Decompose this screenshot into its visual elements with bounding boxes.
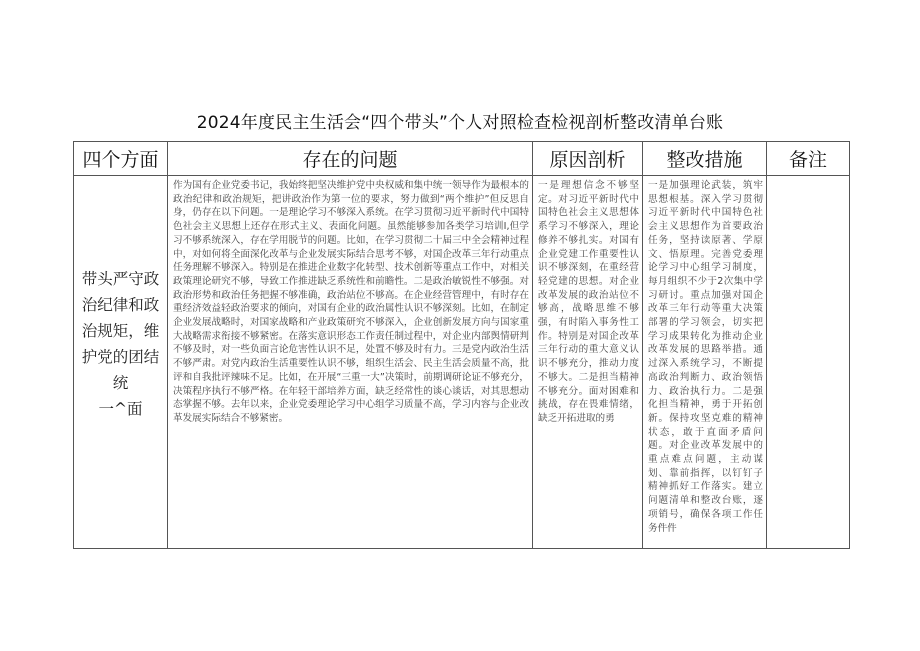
causes-cell xyxy=(533,176,643,549)
aspect-line: 治纪律和政 xyxy=(81,296,160,314)
rectification-ledger-table xyxy=(73,141,850,549)
aspect-line: 护党的团结 xyxy=(81,348,160,366)
problems-text: 作为国有企业党委书记，我始终把坚决维护党中央权威和集中统一领导作为最根本的政治纪律和政治规矩，把讲政治作为第一位的要求，努力做到“两个维护”但反思自身，仍存在以下问题。一是理论学习不够深入系统。在学习贯彻习近平新时代中国特色社会主义思想上还存在形式主义、表面化问题。虽然能够参加各类学习培训I,但学习不够系统深入，存在学用脱节的问题。比如，在学习贯彻二十届三中全会精神过程中，对如何将全面深化改革与企业发展实际结合思考不够，对国企改革三年行动重点任务理解不够深入。特别是在推进企业数字化转型、技术创新等重点工作中，对相关政策理论研究不够，导致工作推进缺乏系统性和前瞻性。二是政治敏锐性不够强。对政治形势和政治任务把握不够准确，政治站位不够高。在企业经营管理中，有时存在重经济效益轻政治要求的倾向，对国有企业的政治属性认识不够深刻。比如，在制定企业发展战略时，对国家战略和产业政策研究不够深入，企业创新发展方向与国家重大战略需求衔接不够紧密。在落实意识形态工作责任制过程中，对企业内部舆情研判不够及时，对一些负面言论危害性认识不足，处置不够及时有力。三是党内政治生活不够严肃。对党内政治生活重要性认识不够，组织生活会、民主生活会质量不高，批评和自我批评辣味不足。比如，在开展“三重一大”决策时，前期调研论证不够充分，决策程序执行不够严格。在年轻干部培养方面，缺乏经常性的谈心谈话，对其思想动态掌握不够。去年以来，企业党委理论学习中心组学习质量不高，学习内容与企业改革发展实际结合不够紧密。 xyxy=(173,180,529,424)
causes-text: 一是理想信念不够坚定。对习近平新时代中国特色社会主义思想体系学习不够深入，理论修养不够扎实。对国有企业党建工作重要性认识不够深刻，在重经营轻党建的思想。对企业改革发展的政治站位不够高，战略思维不够强，有时陷入事务性工作。特别是对国企改革三年行动的重大意义认识不够充分，推动力度不够大。二是担当精神不够充分。面对困难和挑战，存在畏难情绪，缺乏开拓进取的勇 xyxy=(538,180,639,424)
aspect-cell xyxy=(74,176,168,549)
aspect-line: 统 xyxy=(112,374,129,392)
table-row xyxy=(74,176,850,549)
header-causes: 原因剖析 xyxy=(533,142,643,176)
remarks-cell xyxy=(767,176,850,549)
header-measures: 整改措施 xyxy=(643,142,767,176)
header-remarks: 备注 xyxy=(767,142,850,176)
measures-cell xyxy=(643,176,767,549)
document-title: 2024年度民主生活会“四个带头”个人对照检查检视剖析整改清单台账 xyxy=(196,113,724,133)
measures-text: 一是加强理论武装，筑牢思想根基。深入学习贯彻习近平新时代中国特色社会主义思想作为首要政治任务，坚持读原著、学原文、悟原理。完善党委理论学习中心组学习制度，每月组织不少于2次集中学习研讨。重点加强对国企改革三年行动等重大决策部署的学习领会，切实把学习成果转化为推动企业改革发展的思路举措。通过深入系统学习，不断提高政治判断力、政治领悟力、政治执行力。二是强化担当精神，勇于开拓创新。保持攻坚克难的精神状态，敢于直面矛盾问题。对企业改革发展中的重点难点问题，主动谋划、靠前指挥，以钉钉子精神抓好工作落实。建立问题清单和整改台账，逐项销号，确保各项工作任务件件 xyxy=(648,180,763,534)
aspect-line: 一^面 xyxy=(98,400,143,418)
header-aspect: 四个方面 xyxy=(74,142,168,176)
aspect-line: 带头严守政 xyxy=(81,270,160,288)
aspect-line: 治规矩，维 xyxy=(81,322,160,340)
header-problems: 存在的问题 xyxy=(168,142,533,176)
problems-cell xyxy=(168,176,533,549)
header-row xyxy=(74,142,850,176)
